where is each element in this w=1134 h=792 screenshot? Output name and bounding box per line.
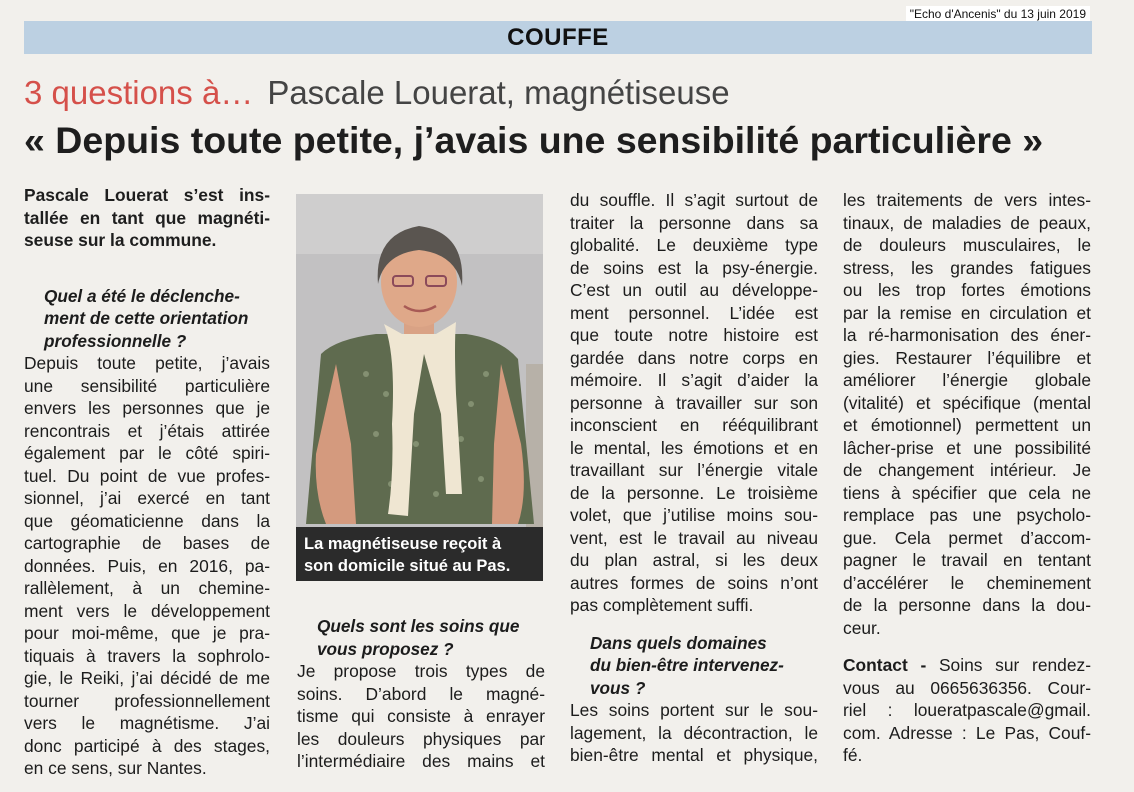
text-line: par la remise en circulation et [843, 302, 1091, 323]
text-line: pour moi-même, que je pra- [24, 623, 270, 643]
text-line: ceur. [843, 617, 881, 638]
text-line: traiter la personne dans sa [570, 212, 818, 233]
kicker-person: Pascale Louerat, magnétiseuse [267, 74, 730, 111]
text-line: vous proposez ? [317, 638, 454, 659]
text-line: fé. [843, 745, 863, 765]
contact-block [843, 654, 1091, 767]
kicker-label: 3 questions à… [24, 74, 254, 111]
answer-2 [297, 660, 545, 773]
text-line: envers les personnes que je [24, 398, 270, 418]
text-line: du bien-être intervenez- [590, 655, 784, 675]
text-line: de douleurs musculaires, le [843, 235, 1091, 255]
text-line: ou les trop fortes émotions [843, 280, 1091, 300]
text-line: rencontrais et j’étais attirée [24, 420, 270, 441]
text-line: bien-être mental et physique, [570, 745, 818, 765]
text-line: vous ? [590, 677, 646, 698]
portrait-illustration [296, 194, 543, 581]
text-line: globalité. Le deuxième type [570, 235, 818, 255]
column-2 [297, 615, 545, 773]
text-line: tisme qui consiste à enrayer [297, 706, 545, 726]
text-line: une sensibilité particulière [24, 375, 270, 396]
answer-1 [24, 352, 270, 780]
text-line: mémoire. Il s’agit d’aider la [570, 370, 818, 390]
text-line: tiens à spécifier que cela ne [843, 482, 1091, 503]
text-line: tuel. Du point de vue profes- [24, 465, 270, 486]
text-line: donc participé à des stages, [24, 735, 270, 756]
text-line: Je propose trois types de [297, 661, 545, 681]
text-line: et émotionnel) permettent un [843, 415, 1091, 435]
text-line: inconscient en rééquilibrant [570, 415, 818, 435]
text-line: professionnelle ? [44, 330, 187, 351]
text-line [843, 654, 1091, 677]
text-line: gie, le Reiki, j’ai décidé de me [24, 668, 270, 688]
text-line: gies. Restaurer l’équilibre et [843, 347, 1091, 368]
text-line: tourner professionnellement [24, 690, 270, 711]
text-line: soins. D’abord le magné- [297, 683, 545, 704]
text-line: de soins est la psy-énergie. [570, 257, 818, 278]
text-line: riel : loueratpascale@gmail. [843, 700, 1091, 720]
text-line: l’intermédiaire des mains et [297, 751, 545, 771]
text-line: Pascale Louerat s’est ins- [24, 185, 270, 205]
text-line: ment de cette orientation [44, 308, 249, 328]
text-line: gue. Cela permet d’accom- [843, 527, 1091, 548]
text-line: de changement intérieur. Je [843, 460, 1091, 480]
text-line: remplace pas une psycholo- [843, 505, 1091, 525]
text-line: en ce sens, sur Nantes. [24, 758, 207, 778]
question-1 [24, 285, 270, 353]
text-line: également par le côté spiri- [24, 443, 270, 463]
text-line: que toute notre histoire est [570, 325, 818, 345]
text-line: d’accélérer le cheminement [843, 572, 1091, 593]
source-citation: "Echo d'Ancenis" du 13 juin 2019 [906, 6, 1090, 22]
text-line: cartographie de bases de [24, 533, 270, 553]
text-line: vers le magnétisme. J’ai [24, 713, 270, 733]
text-line: Quel a été le déclenche- [44, 285, 240, 306]
text-line: ment vers le développement [24, 600, 270, 621]
contact-label: Contact - [843, 655, 927, 675]
kicker [24, 74, 730, 112]
text-line: autres formes de soins n’ont [570, 572, 818, 593]
text-line: lâcher-prise et une possibilité [843, 437, 1091, 458]
text-line: les douleurs physiques par [297, 728, 545, 749]
text-line: du plan astral, si les deux [570, 550, 818, 570]
text-line: le mental, les émotions et en [570, 437, 818, 458]
text-line: données. Puis, en 2016, pa- [24, 555, 270, 576]
question-2 [297, 615, 545, 660]
text-line: lagement, la décontraction, le [570, 722, 818, 743]
text-line: sionnel, j’ai exercé en tant [24, 488, 270, 508]
caption-line: La magnétiseuse reçoit à [304, 535, 502, 553]
text-line: tiquais à travers la sophrolo- [24, 645, 270, 666]
text-line: seuse sur la commune. [24, 230, 217, 250]
portrait-photo [296, 194, 543, 581]
caption-line: son domicile situé au Pas. [304, 557, 511, 575]
column-3 [570, 189, 818, 767]
text-line: améliorer l’énergie globale [843, 370, 1091, 390]
section-bar [24, 21, 1092, 54]
column-1 [24, 184, 270, 780]
text-line: ment personnel. L’idée est [570, 302, 818, 323]
text-line: tallée en tant que magnéti- [24, 207, 270, 228]
text-line: tinaux, de maladies de peaux, [843, 212, 1091, 233]
text-line: volet, que j’utilise moins sou- [570, 505, 818, 525]
text-line: Quels sont les soins que [317, 616, 520, 636]
text-line: com. Adresse : Le Pas, Couf- [843, 722, 1091, 743]
answer-2-continued [570, 189, 818, 617]
text-line: Les soins portent sur le sou- [570, 700, 818, 720]
column-4 [843, 189, 1091, 767]
text-line: du souffle. Il s’agit surtout de [570, 190, 818, 210]
text-line: vous au 0665636356. Cour- [843, 677, 1091, 698]
text-line: personne à travailler sur son [570, 392, 818, 413]
headline: « Depuis toute petite, j’avais une sensibilité particulière » [24, 119, 1044, 161]
text-line: travaillant sur l’énergie vitale [570, 460, 818, 480]
text-line: C’est un outil au développe- [570, 280, 818, 300]
text-line: Depuis toute petite, j’avais [24, 353, 270, 373]
answer-3 [570, 699, 818, 767]
text-line: les traitements de vers intes- [843, 190, 1091, 210]
text-line: vent, est le travail au niveau [570, 527, 818, 548]
text-line: de la personne. Le troisième [570, 482, 818, 503]
text-line: la ré-harmonisation des éner- [843, 325, 1091, 345]
text-line: Dans quels domaines [590, 632, 767, 653]
text-line: stress, les grandes fatigues [843, 257, 1091, 278]
text-line: pas complètement suffi. [570, 595, 754, 615]
text-line: rallèlement, à un chemine- [24, 578, 270, 598]
answer-3-continued [843, 189, 1091, 639]
text-line: (vitalité) et spécifique (mental [843, 392, 1091, 413]
contact-text: Soins sur rendez- [926, 655, 1091, 675]
text-line: de la personne dans la dou- [843, 595, 1091, 615]
text-line: que géomaticienne dans la [24, 510, 270, 531]
section-title: COUFFE [507, 24, 609, 51]
photo-caption [296, 527, 543, 581]
text-line: gardée dans notre corps en [570, 347, 818, 368]
lead-paragraph [24, 184, 270, 252]
question-3 [570, 632, 818, 700]
text-line: pagner le travail en tentant [843, 550, 1091, 570]
